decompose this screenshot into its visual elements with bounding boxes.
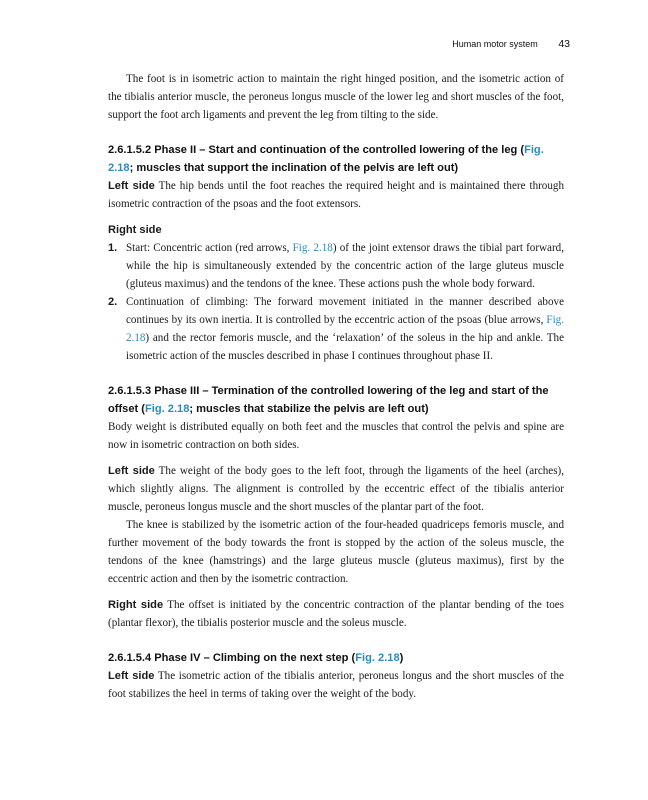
list-item-text-b: ) of the joint extensor draws the tibial part forward, while the hip is simultaneously extended by the concentric action of the large gluteus muscle (gluteus maximus) and the tendons of the knee. These actions push the whole body forward. — [126, 242, 564, 290]
phase2-left-text: The hip bends until the foot reaches the required height and is maintained there through isometric contraction of the psoas and the foot extensors. — [108, 180, 564, 210]
phase2-right-side-list — [108, 239, 564, 365]
phase4-heading-suffix: ) — [399, 652, 404, 664]
list-item-text-b: ) and the rector femoris muscle, and the ‘relaxation’ of the soleus in the hip and ankle. The isometric action of the muscles described in phase I continues throughout phase II. — [126, 332, 564, 362]
phase3-heading-figure-link[interactable]: Fig. 2.18 — [144, 403, 190, 415]
phase3-right-side-paragraph — [108, 596, 564, 632]
phase3-left-text: The weight of the body goes to the left foot, through the ligaments of the heel (arches), which slightly aligns. The alignment is controlled by the eccentric effect of the tibialis anterior muscle, peroneus longus muscle and the short muscles of the plantar part of the foot. — [108, 465, 564, 513]
phase3-heading-suffix: ; muscles that stabilize the pelvis are left out) — [189, 403, 429, 415]
phase3-right-label: Right side — [108, 599, 164, 611]
phase2-left-label: Left side — [108, 180, 155, 192]
phase2-heading — [108, 141, 564, 177]
list-item-text-a: Continuation of climbing: The forward movement initiated in the manner described above continues by its own inertia. It is controlled by the eccentric action of the psoas (blue arrows, — [126, 296, 564, 326]
phase2-heading-prefix: 2.6.1.5.2 Phase II – Start and continuation of the controlled lowering of the leg ( — [108, 144, 525, 156]
phase4-left-text: The isometric action of the tibialis anterior, peroneus longus and the short muscles of the foot stabilizes the heel in terms of taking over the weight of the body. — [108, 670, 564, 700]
phase4-left-label: Left side — [108, 670, 155, 682]
list-item-number: 2. — [108, 296, 118, 308]
phase3-right-text: The offset is initiated by the concentric contraction of the plantar bending of the toes (plantar flexor), the tibialis posterior muscle and the soleus muscle. — [108, 599, 564, 629]
phase3-left-side-paragraph — [108, 462, 564, 516]
page-number: 43 — [558, 38, 570, 50]
list-item — [108, 239, 564, 293]
page-content — [108, 70, 564, 703]
phase4-left-side-paragraph — [108, 667, 564, 703]
figure-link[interactable]: Fig. 2.18 — [126, 314, 564, 344]
phase3-left-label: Left side — [108, 465, 155, 477]
list-item-number: 1. — [108, 242, 118, 254]
running-head — [452, 38, 570, 52]
figure-link[interactable]: Fig. 2.18 — [292, 242, 333, 254]
phase3-knee-paragraph: The knee is stabilized by the isometric action of the four-headed quadriceps femoris muscle, and further movement of the body towards the front is stopped by the action of the soleus muscle, the tendons of the knee (hamstrings) and the large gluteus muscle (gluteus maximus), first by the eccentric action and then by the isometric contraction. — [108, 519, 564, 585]
intro-paragraph: The foot is in isometric action to maintain the right hinged position, and the isometric action of the tibialis anterior muscle, the peroneus longus muscle of the lower leg and short muscles of the foot, support the foot arch ligaments and prevent the leg from tilting to the side. — [108, 73, 564, 121]
phase2-heading-figure-link[interactable]: Fig. 2.18 — [108, 144, 544, 174]
list-item — [108, 293, 564, 365]
list-item-text-a: Start: Concentric action (red arrows, — [126, 242, 293, 254]
phase3-heading-prefix: 2.6.1.5.3 Phase III – Termination of the controlled lowering of the leg and start of the offset ( — [108, 385, 549, 415]
phase4-heading-figure-link[interactable]: Fig. 2.18 — [355, 652, 400, 664]
phase2-heading-suffix: ; muscles that support the inclination of the pelvis are left out) — [129, 162, 459, 174]
phase4-heading-prefix: 2.6.1.5.4 Phase IV – Climbing on the next step ( — [108, 652, 356, 664]
phase2-left-side-paragraph — [108, 177, 564, 213]
phase2-right-label: Right side — [108, 224, 162, 236]
phase3-heading — [108, 382, 564, 418]
phase4-heading — [108, 649, 564, 667]
running-head-title: Human motor system — [452, 39, 538, 49]
phase3-body-paragraph: Body weight is distributed equally on both feet and the muscles that control the pelvis and spine are now in isometric contraction on both sides. — [108, 421, 564, 451]
